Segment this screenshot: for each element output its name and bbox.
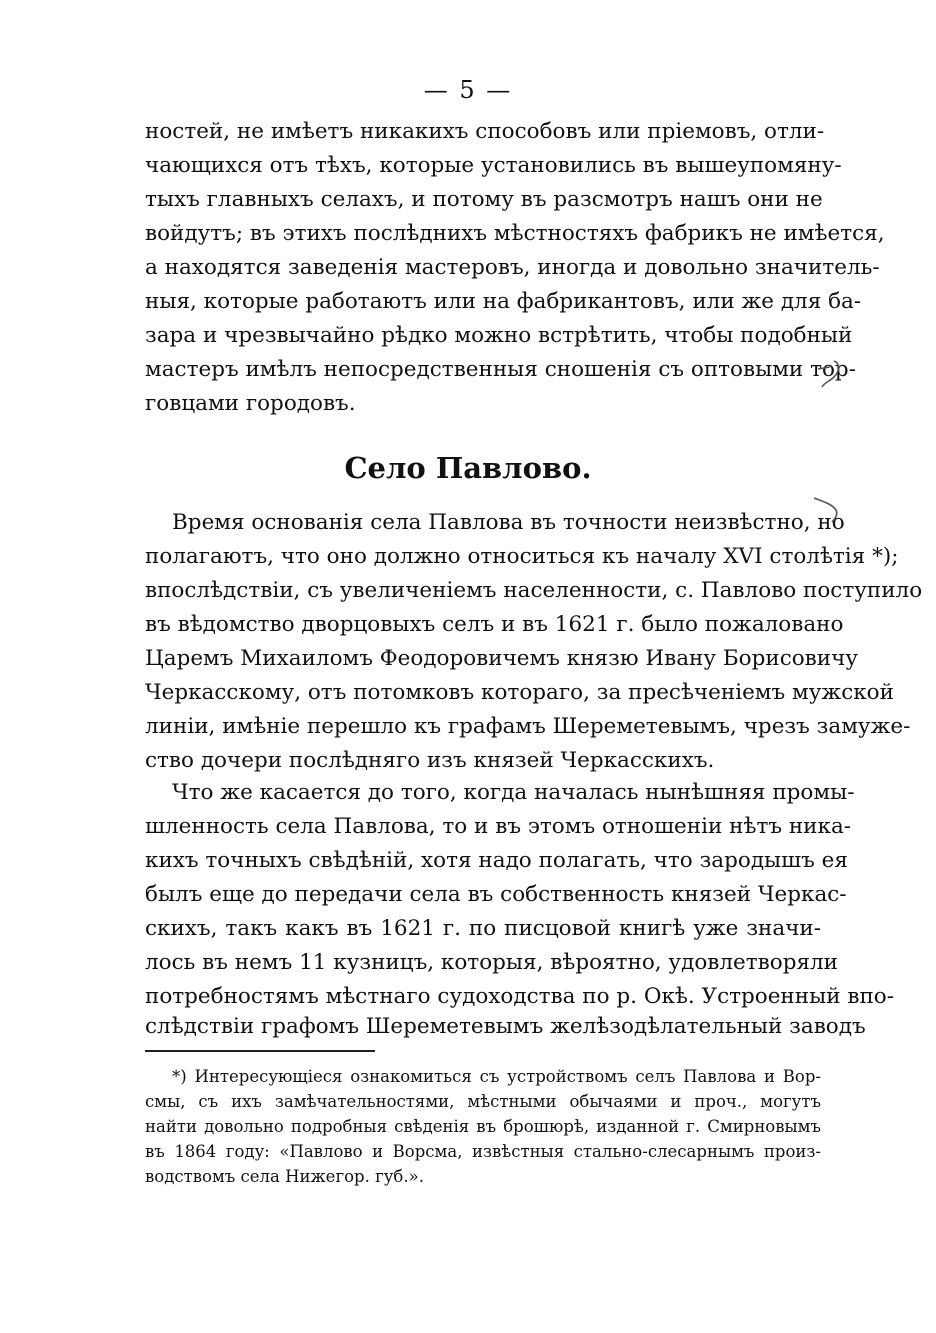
intro-line: чающихся отъ тѣхъ, которые установились въ вышеупомяну- [145,153,842,178]
paragraph-line: слѣдствіи графомъ Шереметевымъ желѣзодѣлательный заводъ [145,1014,866,1039]
intro-line: тыхъ главныхъ селахъ, и потому въ разсмотръ нашъ они не [145,187,823,212]
paragraph-line: шленность села Павлова, то и въ этомъ отношеніи нѣтъ ника- [145,814,852,839]
intro-line: говцами городовъ. [145,391,356,416]
footnote-line: найти довольно подробныя свѣденія въ брошюрѣ, изданной г. Смирновымъ [145,1117,821,1136]
paragraph-line: Черкасскому, отъ потомковъ котораго, за пресѣченіемъ мужской [145,680,894,705]
footnote-line: смы, съ ихъ замѣчательностями, мѣстными обычаями и проч., могутъ [145,1092,821,1111]
intro-line: зара и чрезвычайно рѣдко можно встрѣтить, чтобы подобный [145,323,853,348]
footnote-line: *) Интересующіеся ознакомиться съ устройствомъ селъ Павлова и Вор- [172,1067,821,1086]
paragraph-line: Что же касается до того, когда началась нынѣшняя промы- [172,780,855,805]
paragraph-line: лось въ немъ 11 кузницъ, которыя, вѣроятно, удовлетворяли [145,950,839,975]
pencil-bracket-icon [808,492,848,537]
section-heading: Село Павлово. [344,451,592,485]
paragraph-line: потребностямъ мѣстнаго судоходства по р. Окѣ. Устроенный впо- [145,984,895,1009]
paragraph-line: линіи, имѣніе перешло къ графамъ Шереметевымъ, чрезъ замуже- [145,714,911,739]
intro-line: ныя, которые работаютъ или на фабрикантовъ, или же для ба- [145,289,862,314]
paragraph-line: полагаютъ, что оно должно относиться къ началу XVI столѣтія *); [145,544,899,569]
footnote-divider [145,1050,375,1052]
intro-line: мастеръ имѣлъ непосредственныя сношенія съ оптовыми тор- [145,357,856,382]
intro-line: войдутъ; въ этихъ послѣднихъ мѣстностяхъ фабрикъ не имѣется, [145,221,885,246]
paragraph-line: былъ еще до передачи села въ собственность князей Черкас- [145,882,847,907]
paragraph-line: кихъ точныхъ свѣдѣній, хотя надо полагать, что зародышъ ея [145,848,848,873]
footnote-line: въ 1864 году: «Павлово и Ворсма, извѣстныя стально-слесарнымъ произ- [145,1142,821,1161]
pencil-mark-icon [810,355,850,405]
paragraph-line: Царемъ Михаиломъ Феодоровичемъ князю Ивану Борисовичу [145,646,858,671]
intro-line: а находятся заведенія мастеровъ, иногда и довольно значитель- [145,255,880,280]
paragraph-line: скихъ, такъ какъ въ 1621 г. по писцовой книгѣ уже значи- [145,916,821,941]
paragraph-line: Время основанія села Павлова въ точности неизвѣстно, но [172,510,845,535]
paragraph-line: впослѣдствіи, съ увеличеніемъ населенности, с. Павлово поступило [145,578,923,603]
page-number: — 5 — [423,76,513,104]
footnote-line: водствомъ села Нижегор. губ.». [145,1167,424,1186]
intro-line: ностей, не имѣетъ никакихъ способовъ или пріемовъ, отли- [145,119,825,144]
paragraph-line: ство дочери послѣдняго изъ князей Черкасскихъ. [145,748,715,773]
paragraph-line: въ вѣдомство дворцовыхъ селъ и въ 1621 г. было пожаловано [145,612,844,637]
